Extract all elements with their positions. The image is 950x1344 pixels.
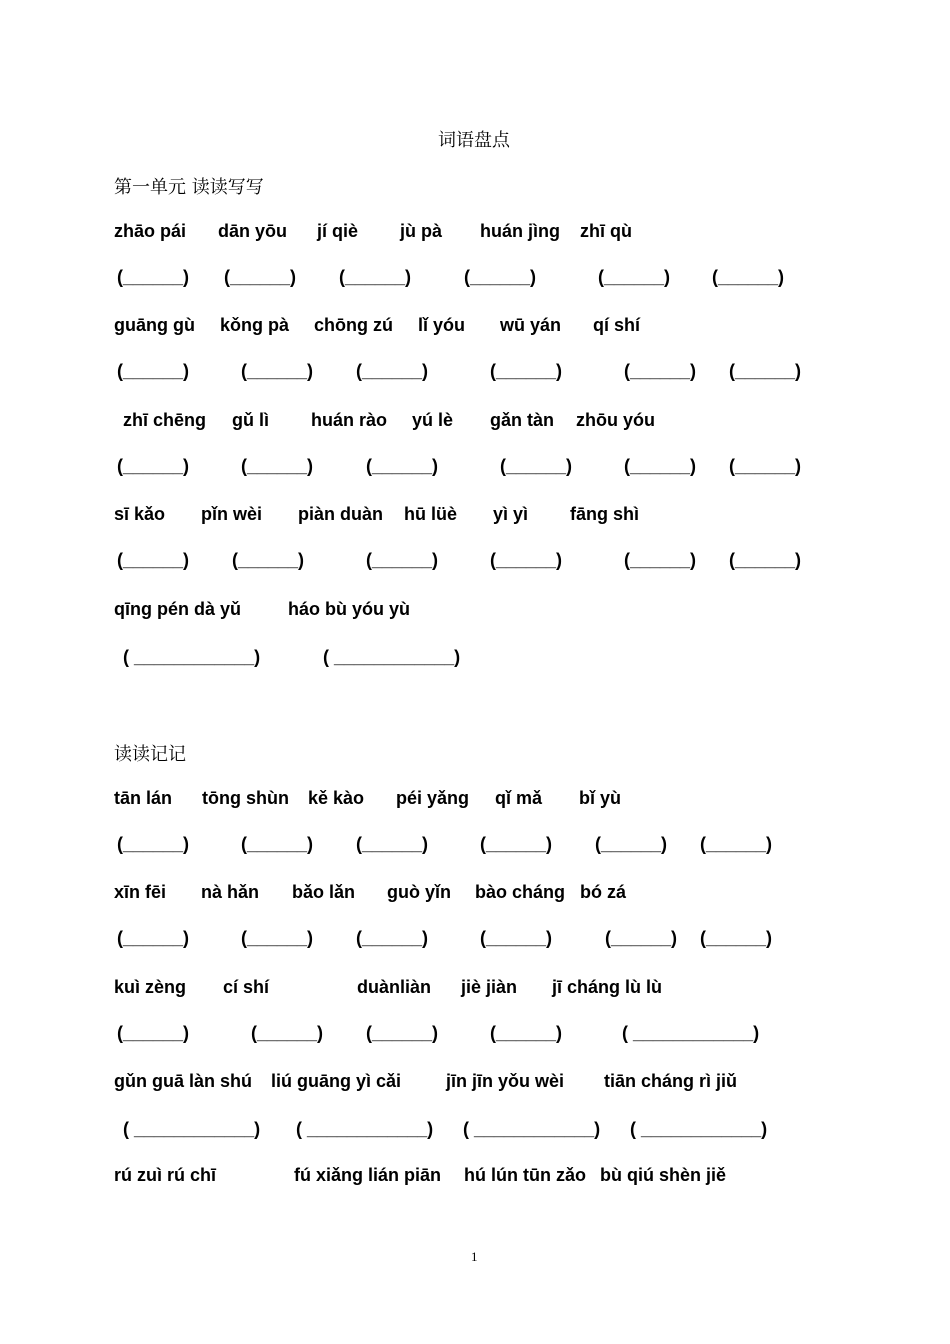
answer-blank[interactable]: (______) bbox=[241, 928, 314, 948]
section-heading: 读读记记 bbox=[114, 744, 186, 765]
pinyin-word: gǔn guā làn shú bbox=[114, 1071, 252, 1091]
answer-blank[interactable]: (______) bbox=[117, 361, 190, 381]
answer-blank[interactable]: (______) bbox=[241, 361, 314, 381]
pinyin-word: bào cháng bbox=[475, 882, 566, 902]
pinyin-word: fú xiǎng lián piān bbox=[294, 1165, 442, 1185]
answer-blank[interactable]: (______) bbox=[117, 928, 190, 948]
answer-blank[interactable]: (______) bbox=[241, 834, 314, 854]
answer-blank[interactable]: (______) bbox=[366, 456, 439, 476]
pinyin-word: jiè jiàn bbox=[461, 977, 518, 997]
pinyin-word: gǎn tàn bbox=[490, 410, 555, 430]
answer-blank[interactable]: ( ____________) bbox=[323, 647, 461, 667]
answer-blank[interactable]: (______) bbox=[624, 361, 697, 381]
pinyin-word: háo bù yóu yù bbox=[288, 599, 411, 619]
answer-blank[interactable]: (______) bbox=[490, 361, 563, 381]
answer-blank[interactable]: (______) bbox=[729, 550, 802, 570]
answer-blank[interactable]: (______) bbox=[500, 456, 573, 476]
answer-blank[interactable]: (______) bbox=[712, 267, 785, 287]
pinyin-word: duànliàn bbox=[357, 977, 432, 997]
pinyin-word: liú guāng yì cǎi bbox=[271, 1071, 402, 1091]
answer-blank[interactable]: (______) bbox=[464, 267, 537, 287]
pinyin-word: bǐ yù bbox=[579, 788, 622, 808]
answer-blank[interactable]: ( ____________) bbox=[123, 1119, 261, 1139]
answer-blank[interactable]: (______) bbox=[605, 928, 678, 948]
page-number: 1 bbox=[471, 1249, 478, 1264]
pinyin-word: zhāo pái bbox=[114, 221, 187, 241]
pinyin-word: qí shí bbox=[593, 315, 641, 335]
pinyin-word: piàn duàn bbox=[298, 504, 383, 524]
pinyin-word: qīng pén dà yǔ bbox=[114, 599, 242, 619]
answer-blank[interactable]: (______) bbox=[700, 834, 773, 854]
pinyin-word: tiān cháng rì jiǔ bbox=[604, 1071, 738, 1091]
pinyin-word: pǐn wèi bbox=[201, 504, 263, 524]
pinyin-word: zhī chēng bbox=[123, 410, 207, 430]
answer-blank[interactable]: (______) bbox=[729, 456, 802, 476]
pinyin-word: fāng shì bbox=[570, 504, 640, 524]
pinyin-word: qǐ mǎ bbox=[495, 788, 543, 808]
pinyin-word: jī cháng lù lù bbox=[552, 977, 663, 997]
pinyin-word: nà hǎn bbox=[201, 882, 260, 902]
answer-blank[interactable]: (______) bbox=[366, 550, 439, 570]
answer-blank[interactable]: ( ____________) bbox=[622, 1023, 760, 1043]
answer-blank[interactable]: (______) bbox=[224, 267, 297, 287]
answer-blank[interactable]: ( ____________) bbox=[296, 1119, 434, 1139]
answer-blank[interactable]: (______) bbox=[598, 267, 671, 287]
pinyin-word: sī kǎo bbox=[114, 504, 166, 524]
pinyin-word: tān lán bbox=[114, 788, 173, 808]
pinyin-word: kě kào bbox=[308, 788, 365, 808]
pinyin-word: jí qiè bbox=[317, 221, 359, 241]
answer-blank[interactable]: (______) bbox=[356, 928, 429, 948]
pinyin-word: gǔ lì bbox=[232, 410, 269, 430]
answer-blank[interactable]: (______) bbox=[117, 834, 190, 854]
answer-blank[interactable]: (______) bbox=[117, 550, 190, 570]
pinyin-word: péi yǎng bbox=[396, 788, 470, 808]
answer-blank[interactable]: (______) bbox=[595, 834, 668, 854]
answer-blank[interactable]: (______) bbox=[117, 456, 190, 476]
pinyin-word: bù qiú shèn jiě bbox=[600, 1165, 727, 1185]
answer-blank[interactable]: (______) bbox=[117, 1023, 190, 1043]
pinyin-word: lǐ yóu bbox=[418, 315, 466, 335]
pinyin-word: zhōu yóu bbox=[576, 410, 655, 430]
pinyin-word: guāng gù bbox=[114, 315, 195, 335]
answer-blank[interactable]: (______) bbox=[117, 267, 190, 287]
pinyin-word: zhī qù bbox=[580, 221, 632, 241]
pinyin-word: bó zá bbox=[580, 882, 627, 902]
answer-blank[interactable]: (______) bbox=[700, 928, 773, 948]
pinyin-word: wū yán bbox=[500, 315, 562, 335]
answer-blank[interactable]: (______) bbox=[490, 550, 563, 570]
pinyin-word: kǒng pà bbox=[220, 315, 290, 335]
pinyin-word: hū lüè bbox=[404, 504, 457, 524]
pinyin-word: jīn jīn yǒu wèi bbox=[446, 1071, 565, 1091]
answer-blank[interactable]: (______) bbox=[356, 834, 429, 854]
answer-blank[interactable]: (______) bbox=[480, 834, 553, 854]
pinyin-word: dān yōu bbox=[218, 221, 288, 241]
answer-blank[interactable]: (______) bbox=[624, 456, 697, 476]
answer-blank[interactable]: (______) bbox=[356, 361, 429, 381]
pinyin-word: guò yǐn bbox=[387, 882, 451, 902]
answer-blank[interactable]: (______) bbox=[480, 928, 553, 948]
pinyin-word: yì yì bbox=[493, 504, 529, 524]
pinyin-word: cí shí bbox=[223, 977, 270, 997]
pinyin-word: chōng zú bbox=[314, 315, 393, 335]
pinyin-word: yú lè bbox=[412, 410, 454, 430]
answer-blank[interactable]: (______) bbox=[232, 550, 305, 570]
answer-blank[interactable]: (______) bbox=[624, 550, 697, 570]
section-heading: 第一单元 读读写写 bbox=[114, 177, 264, 198]
answer-blank[interactable]: ( ____________) bbox=[463, 1119, 601, 1139]
pinyin-word: hú lún tūn zǎo bbox=[464, 1165, 586, 1185]
answer-blank[interactable]: (______) bbox=[729, 361, 802, 381]
pinyin-word: kuì zèng bbox=[114, 977, 187, 997]
pinyin-word: bǎo lǎn bbox=[292, 882, 356, 902]
answer-blank[interactable]: (______) bbox=[490, 1023, 563, 1043]
page-title: 词语盘点 bbox=[438, 130, 510, 151]
answer-blank[interactable]: ( ____________) bbox=[123, 647, 261, 667]
answer-blank[interactable]: (______) bbox=[241, 456, 314, 476]
pinyin-word: tōng shùn bbox=[202, 788, 289, 808]
pinyin-word: rú zuì rú chī bbox=[114, 1165, 217, 1185]
pinyin-word: xīn fēi bbox=[114, 882, 167, 902]
pinyin-word: jù pà bbox=[400, 221, 443, 241]
pinyin-word: huán jìng bbox=[480, 221, 560, 241]
pinyin-word: huán rào bbox=[311, 410, 388, 430]
answer-blank[interactable]: (______) bbox=[339, 267, 412, 287]
answer-blank[interactable]: ( ____________) bbox=[630, 1119, 768, 1139]
answer-blank[interactable]: (______) bbox=[366, 1023, 439, 1043]
answer-blank[interactable]: (______) bbox=[251, 1023, 324, 1043]
